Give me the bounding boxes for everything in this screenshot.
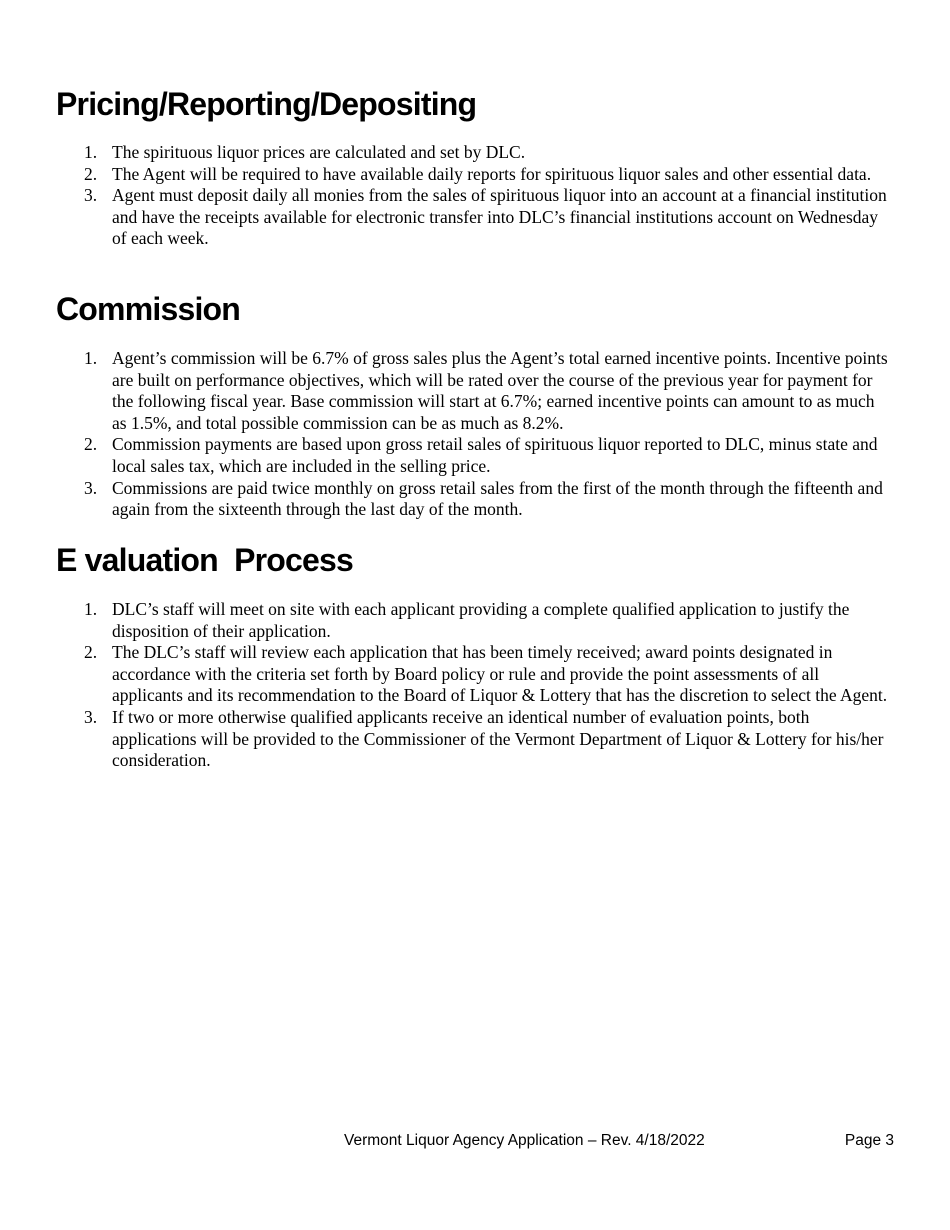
item-number: 2. [84, 163, 98, 184]
item-number: 1. [84, 599, 98, 619]
item-number: 3. [84, 706, 98, 727]
list-item [0, 164, 950, 186]
list-commission [0, 348, 950, 521]
list-item [0, 434, 950, 477]
list-item [0, 599, 950, 642]
heading-pricing-reporting-depositing: Pricing/Reporting/Depositing [56, 86, 477, 122]
list-item [0, 707, 950, 772]
item-number: 2. [84, 642, 98, 663]
item-text: DLC’s staff will meet on site with each applicant providing a complete qualified application to justify the disposition of their application. [112, 599, 850, 641]
list-pricing-reporting-depositing [0, 142, 950, 250]
footer-page-number: Page 3 [844, 1132, 894, 1149]
item-text: The DLC’s staff will review each application that has been timely received; award points designated in accordance with the criteria set forth by Board policy or rule and provide the point assessments of all applicants and its recommendation to the Board of Liquor & Lottery that has the discretion to select the Agent. [112, 642, 888, 706]
item-text: Agent’s commission will be 6.7% of gross sales plus the Agent’s total earned incentive points. Incentive points are built on performance objectives, which will be rated over the course of the previous year for payment for the following fiscal year. Base commission will start at 6.7%; earned incentive points can amount to as much as 1.5%, and total possible commission can be as much as 8.2%. [112, 348, 888, 433]
list-evaluation-process [0, 599, 950, 772]
item-number: 3. [84, 185, 98, 206]
heading-commission: Commission [56, 291, 241, 327]
item-text: Agent must deposit daily all monies from the sales of spirituous liquor into an account at a financial institution and have the receipts available for electronic transfer into DLC’s financial institutions account on Wednesday of each week. [112, 185, 887, 249]
item-number: 1. [84, 142, 98, 162]
item-number: 2. [84, 434, 98, 455]
list-item [0, 348, 950, 434]
item-text: The spirituous liquor prices are calculated and set by DLC. [112, 142, 526, 162]
heading-evaluation-process: E valuation Process [56, 542, 354, 578]
item-number: 3. [84, 477, 98, 498]
item-text: Commissions are paid twice monthly on gross retail sales from the first of the month through the fifteenth and again from the sixteenth through the last day of the month. [112, 477, 883, 520]
item-number: 1. [84, 348, 98, 368]
item-text: If two or more otherwise qualified applicants receive an identical number of evaluation points, both applications will be provided to the Commissioner of the Vermont Department of Liquor & Lottery for his/her consideration. [112, 706, 884, 771]
list-item [0, 642, 950, 707]
item-text: The Agent will be required to have available daily reports for spirituous liquor sales and other essential data. [112, 163, 872, 184]
list-item [0, 185, 950, 250]
list-item [0, 478, 950, 521]
footer-document-title: Vermont Liquor Agency Application – Rev. 4/18/2022 [344, 1132, 705, 1149]
list-item [0, 142, 950, 164]
item-text: Commission payments are based upon gross retail sales of spirituous liquor reported to DLC, minus state and local sales tax, which are included in the selling price. [112, 434, 878, 476]
